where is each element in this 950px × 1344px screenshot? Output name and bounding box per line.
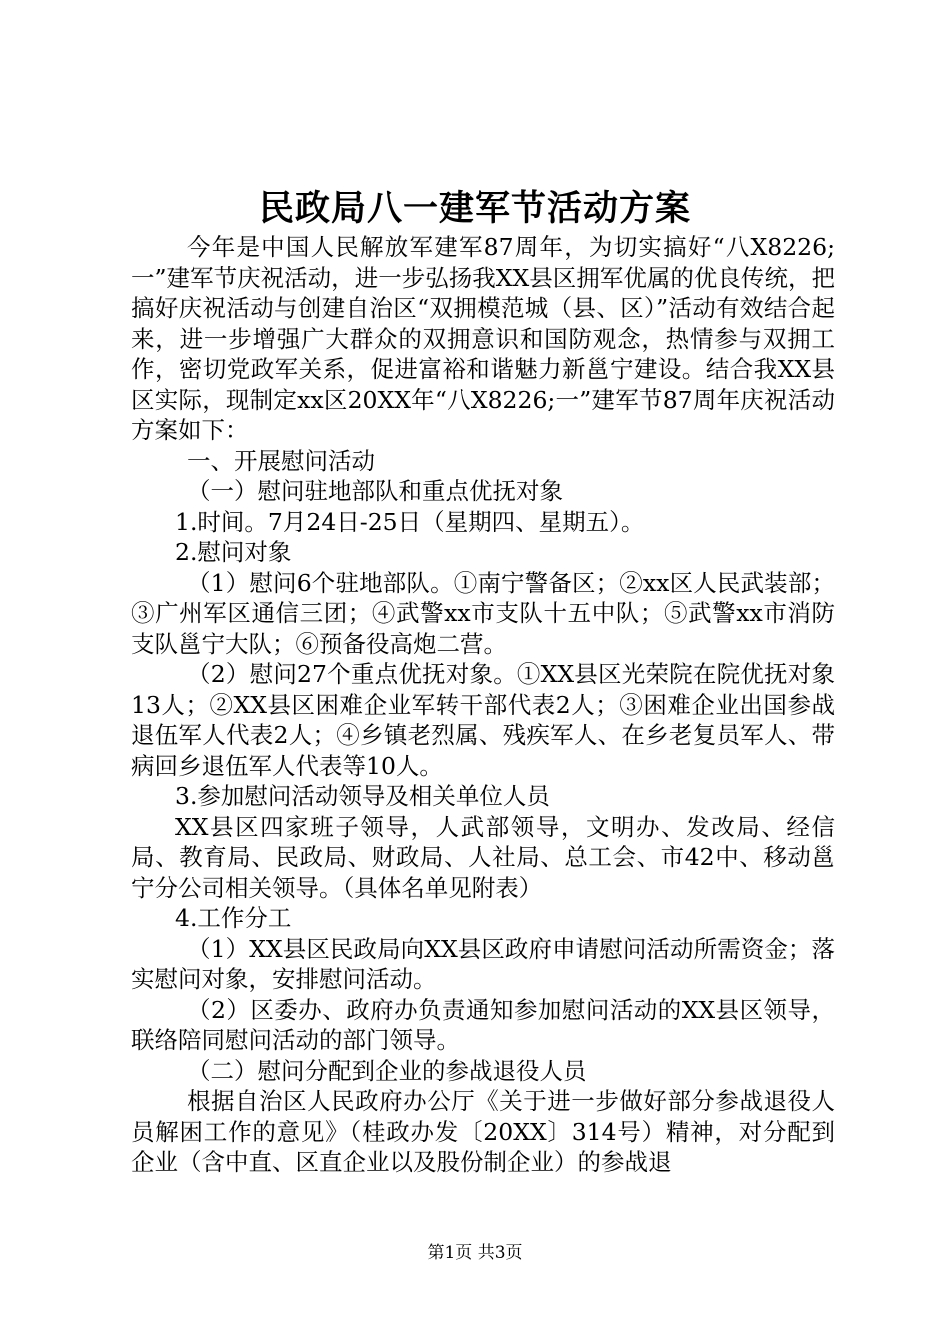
paragraph-targets-individuals: （2）慰问27个重点优抚对象。①XX县区光荣院在院优抚对象13人；②XX县区困难企业军转干部代表2人；③困难企业出国参战退伍军人代表2人；④乡镇老烈属、残疾军人、在乡老复员军人、带病回乡退伍军人代表等10人。 (131, 660, 835, 780)
document-body (131, 232, 835, 1178)
paragraph-participants: XX县区四家班子领导，人武部领导，文明办、发改局、经信局、教育局、民政局、财政局、人社局、总工会、市42中、移动邕宁分公司相关领导。（具体名单见附表） (131, 812, 835, 902)
paragraph-participants-heading: 3.参加慰问活动领导及相关单位人员 (175, 782, 550, 810)
document-title: 民政局八一建军节活动方案 (258, 188, 691, 229)
paragraph-targets-heading: 2.慰问对象 (175, 538, 292, 566)
heading-section-1: 一、开展慰问活动 (187, 446, 375, 475)
paragraph-division-1: （1）XX县区民政局向XX县区政府申请慰问活动所需资金；落实慰问对象，安排慰问活动。 (131, 934, 835, 993)
paragraph-targets-troops: （1）慰问6个驻地部队。①南宁警备区；②xx区人民武装部；③广州军区通信三团；④武警xx市支队十五中队；⑤武警xx市消防支队邕宁大队；⑥预备役高炮二营。 (131, 568, 835, 658)
paragraph-veterans: 根据自治区人民政府办公厅《关于进一步做好部分参战退役人员解困工作的意见》（桂政办发〔20XX〕314号）精神，对分配到企业（含中直、区直企业以及股份制企业）的参战退 (131, 1087, 835, 1176)
paragraph-division-2: （2）区委办、政府办负责通知参加慰问活动的XX县区领导，联络陪同慰问活动的部门领导。 (131, 995, 835, 1054)
paragraph-division-heading: 4.工作分工 (175, 904, 292, 932)
heading-subsection-1: （一）慰问驻地部队和重点优抚对象 (187, 477, 563, 505)
paragraph-intro: 今年是中国人民解放军建军87周年，为切实搞好“八X8226;一”建军节庆祝活动，进一步弘扬我XX县区拥军优属的优良传统，把搞好庆祝活动与创建自治区“双拥模范城（县、区）”活动有效结合起来，进一步增强广大群众的双拥意识和国防观念，热情参与双拥工作，密切党政军关系，促进富裕和谐魅力新邕宁建设。结合我XX县区实际，现制定xx区20XX年“八X8226;一”建军节87周年庆祝活动方案如下： (131, 233, 835, 444)
page-footer: 第1页 共3页 (427, 1243, 523, 1263)
paragraph-time: 1.时间。7月24日-25日（星期四、星期五）。 (175, 507, 645, 536)
heading-subsection-2: （二）慰问分配到企业的参战退役人员 (187, 1056, 587, 1085)
